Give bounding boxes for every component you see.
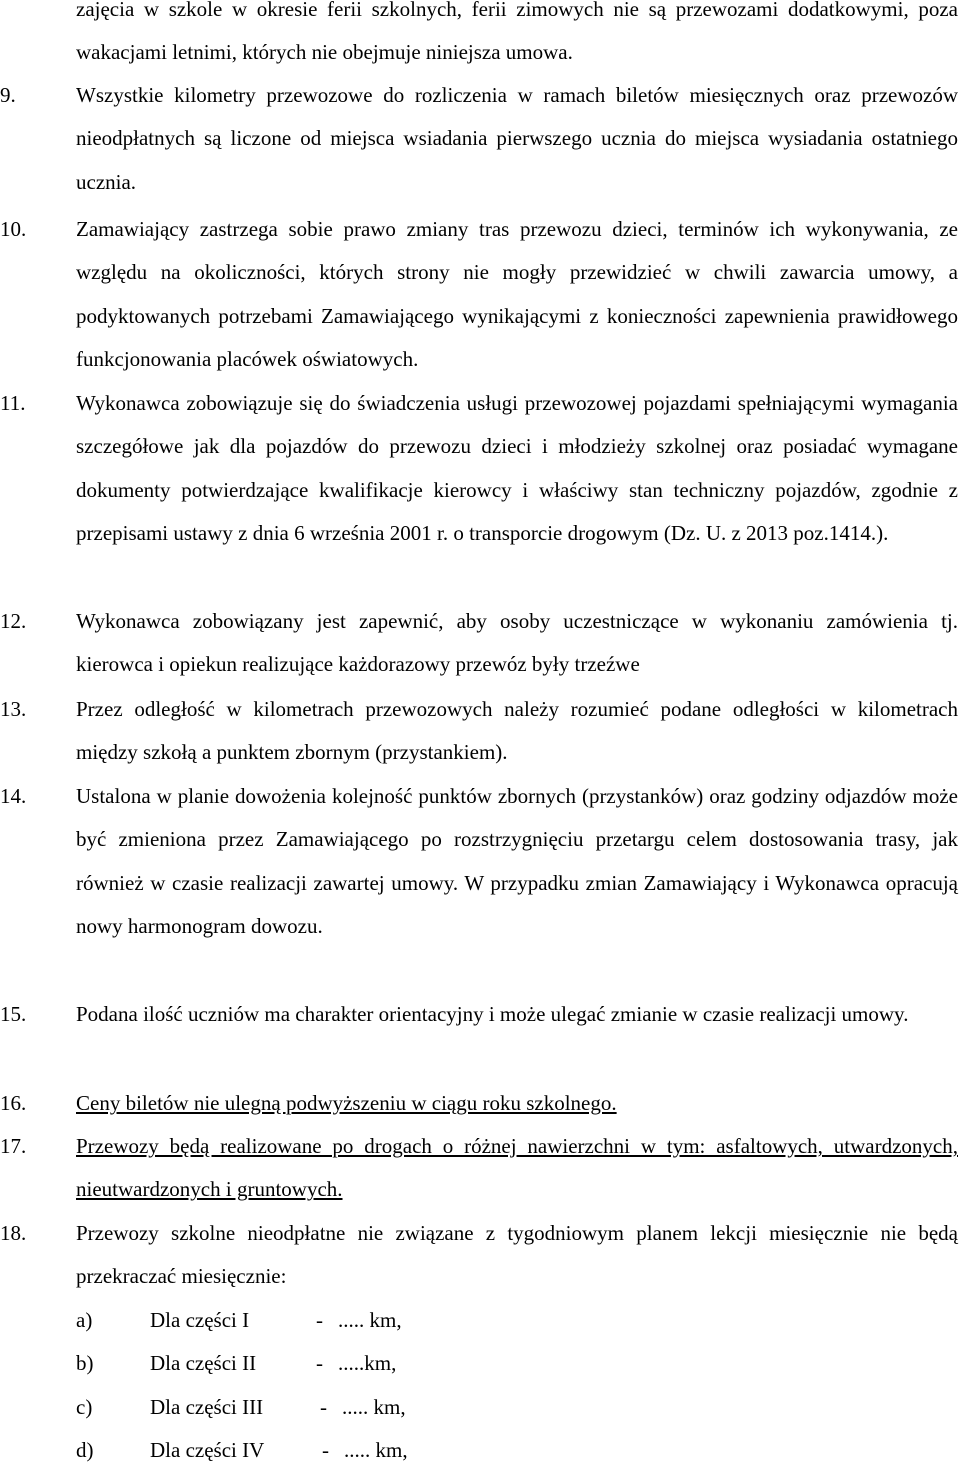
item-text: Przewozy będą realizowane po drogach o różnej nawierzchni w tym: asfaltowych, utwardzonych, nieutwardzonych i gruntowych. bbox=[76, 1134, 958, 1202]
list-item-18 bbox=[0, 1212, 958, 1299]
item-number: 10. bbox=[0, 217, 27, 241]
item-number: 9. bbox=[0, 83, 16, 107]
subitem-letter: a) bbox=[76, 1308, 93, 1332]
subitem-value: ..... km, bbox=[342, 1395, 406, 1419]
item-text: Wykonawca zobowiązuje się do świadczenia usługi przewozowej pojazdami spełniającymi wymagania szczegółowe jak dla pojazdów do przewozu dzieci i młodzieży szkolnej oraz posiadać wymagane dokumenty potwierdzające kwalifikacje kierowcy i właściwy stan techniczny pojazdów, zgodnie z przepisami ustawy z dnia 6 września 2001 r. o transporcie drogowym (Dz. U. z 2013 poz.1414.). bbox=[76, 391, 958, 546]
subitem-part: Dla części II bbox=[150, 1351, 257, 1375]
list-item-17 bbox=[0, 1125, 958, 1212]
list-item-15 bbox=[0, 993, 958, 1036]
list-item-13 bbox=[0, 688, 958, 775]
item-number: 15. bbox=[0, 1002, 27, 1026]
subitem-part: Dla części III bbox=[150, 1395, 264, 1419]
subitem-part: Dla części IV bbox=[150, 1438, 265, 1462]
list-item-14 bbox=[0, 775, 958, 949]
subitem-letter: d) bbox=[76, 1438, 94, 1462]
list-item-continuation bbox=[0, 0, 958, 75]
list-item-11 bbox=[0, 382, 958, 556]
item-number: 18. bbox=[0, 1221, 27, 1245]
item-number: 13. bbox=[0, 697, 27, 721]
item-text: Przewozy szkolne nieodpłatne nie związane z tygodniowym planem lekcji miesięcznie nie będą przekraczać miesięcznie: bbox=[76, 1221, 958, 1289]
item-number: 12. bbox=[0, 609, 27, 633]
subitem-part: Dla części I bbox=[150, 1308, 250, 1332]
subitem-value: ..... km, bbox=[344, 1438, 408, 1462]
item-text: Ustalona w planie dowożenia kolejność punktów zbornych (przystanków) oraz godziny odjazdów może być zmieniona przez Zamawiającego po rozstrzygnięciu przetargu celem dostosowania trasy, jak również w czasie realizacji zawartej umowy. W przypadku zmian Zamawiający i Wykonawca opracują nowy harmonogram dowozu. bbox=[76, 784, 958, 939]
item-text: Wszystkie kilometry przewozowe do rozliczenia w ramach biletów miesięcznych oraz przewozów nieodpłatnych są liczone od miejsca wsiadania pierwszego ucznia do miejsca wysiadania ostatniego ucznia. bbox=[76, 83, 958, 194]
list-item-16 bbox=[0, 1082, 958, 1125]
list-item-12 bbox=[0, 600, 958, 687]
item-text: Zamawiający zastrzega sobie prawo zmiany tras przewozu dzieci, terminów ich wykonywania, ze względu na okoliczności, których strony nie mogły przewidzieć w chwili zawarcia umowy, a podyktowanych potrzebami Zamawiającego wynikającymi z konieczności zapewnienia prawidłowego funkcjonowania placówek oświatowych. bbox=[76, 217, 958, 372]
subitem-dash: - bbox=[320, 1395, 327, 1419]
subitem-dash: - bbox=[322, 1438, 329, 1462]
item-text: Wykonawca zobowiązany jest zapewnić, aby osoby uczestniczące w wykonaniu zamówienia tj. kierowca i opiekun realizujące każdorazowy przewóz były trzeźwe bbox=[76, 609, 958, 677]
subitem-dash: - bbox=[316, 1308, 323, 1332]
item-number: 11. bbox=[0, 391, 26, 415]
list-item-10 bbox=[0, 208, 958, 382]
item-text: Ceny biletów nie ulegną podwyższeniu w ciągu roku szkolnego. bbox=[76, 1091, 617, 1115]
item-number: 14. bbox=[0, 784, 27, 808]
item-text: zajęcia w szkole w okresie ferii szkolnych, ferii zimowych nie są przewozami dodatkowymi, poza wakacjami letnimi, których nie obejmuje niniejsza umowa. bbox=[76, 0, 958, 65]
item-text: Podana ilość uczniów ma charakter orientacyjny i może ulegać zmianie w czasie realizacji umowy. bbox=[76, 1002, 909, 1026]
subitem-value: ..... km, bbox=[338, 1308, 402, 1332]
subitem-dash: - bbox=[316, 1351, 323, 1375]
subitem-letter: b) bbox=[76, 1351, 94, 1375]
item-number: 17. bbox=[0, 1134, 27, 1158]
item-text: Przez odległość w kilometrach przewozowych należy rozumieć podane odległości w kilometrach między szkołą a punktem zbornym (przystankiem). bbox=[76, 697, 958, 765]
subitem-value: .....km, bbox=[338, 1351, 397, 1375]
item-number: 16. bbox=[0, 1091, 27, 1115]
list-item-9 bbox=[0, 74, 958, 204]
subitem-letter: c) bbox=[76, 1395, 93, 1419]
